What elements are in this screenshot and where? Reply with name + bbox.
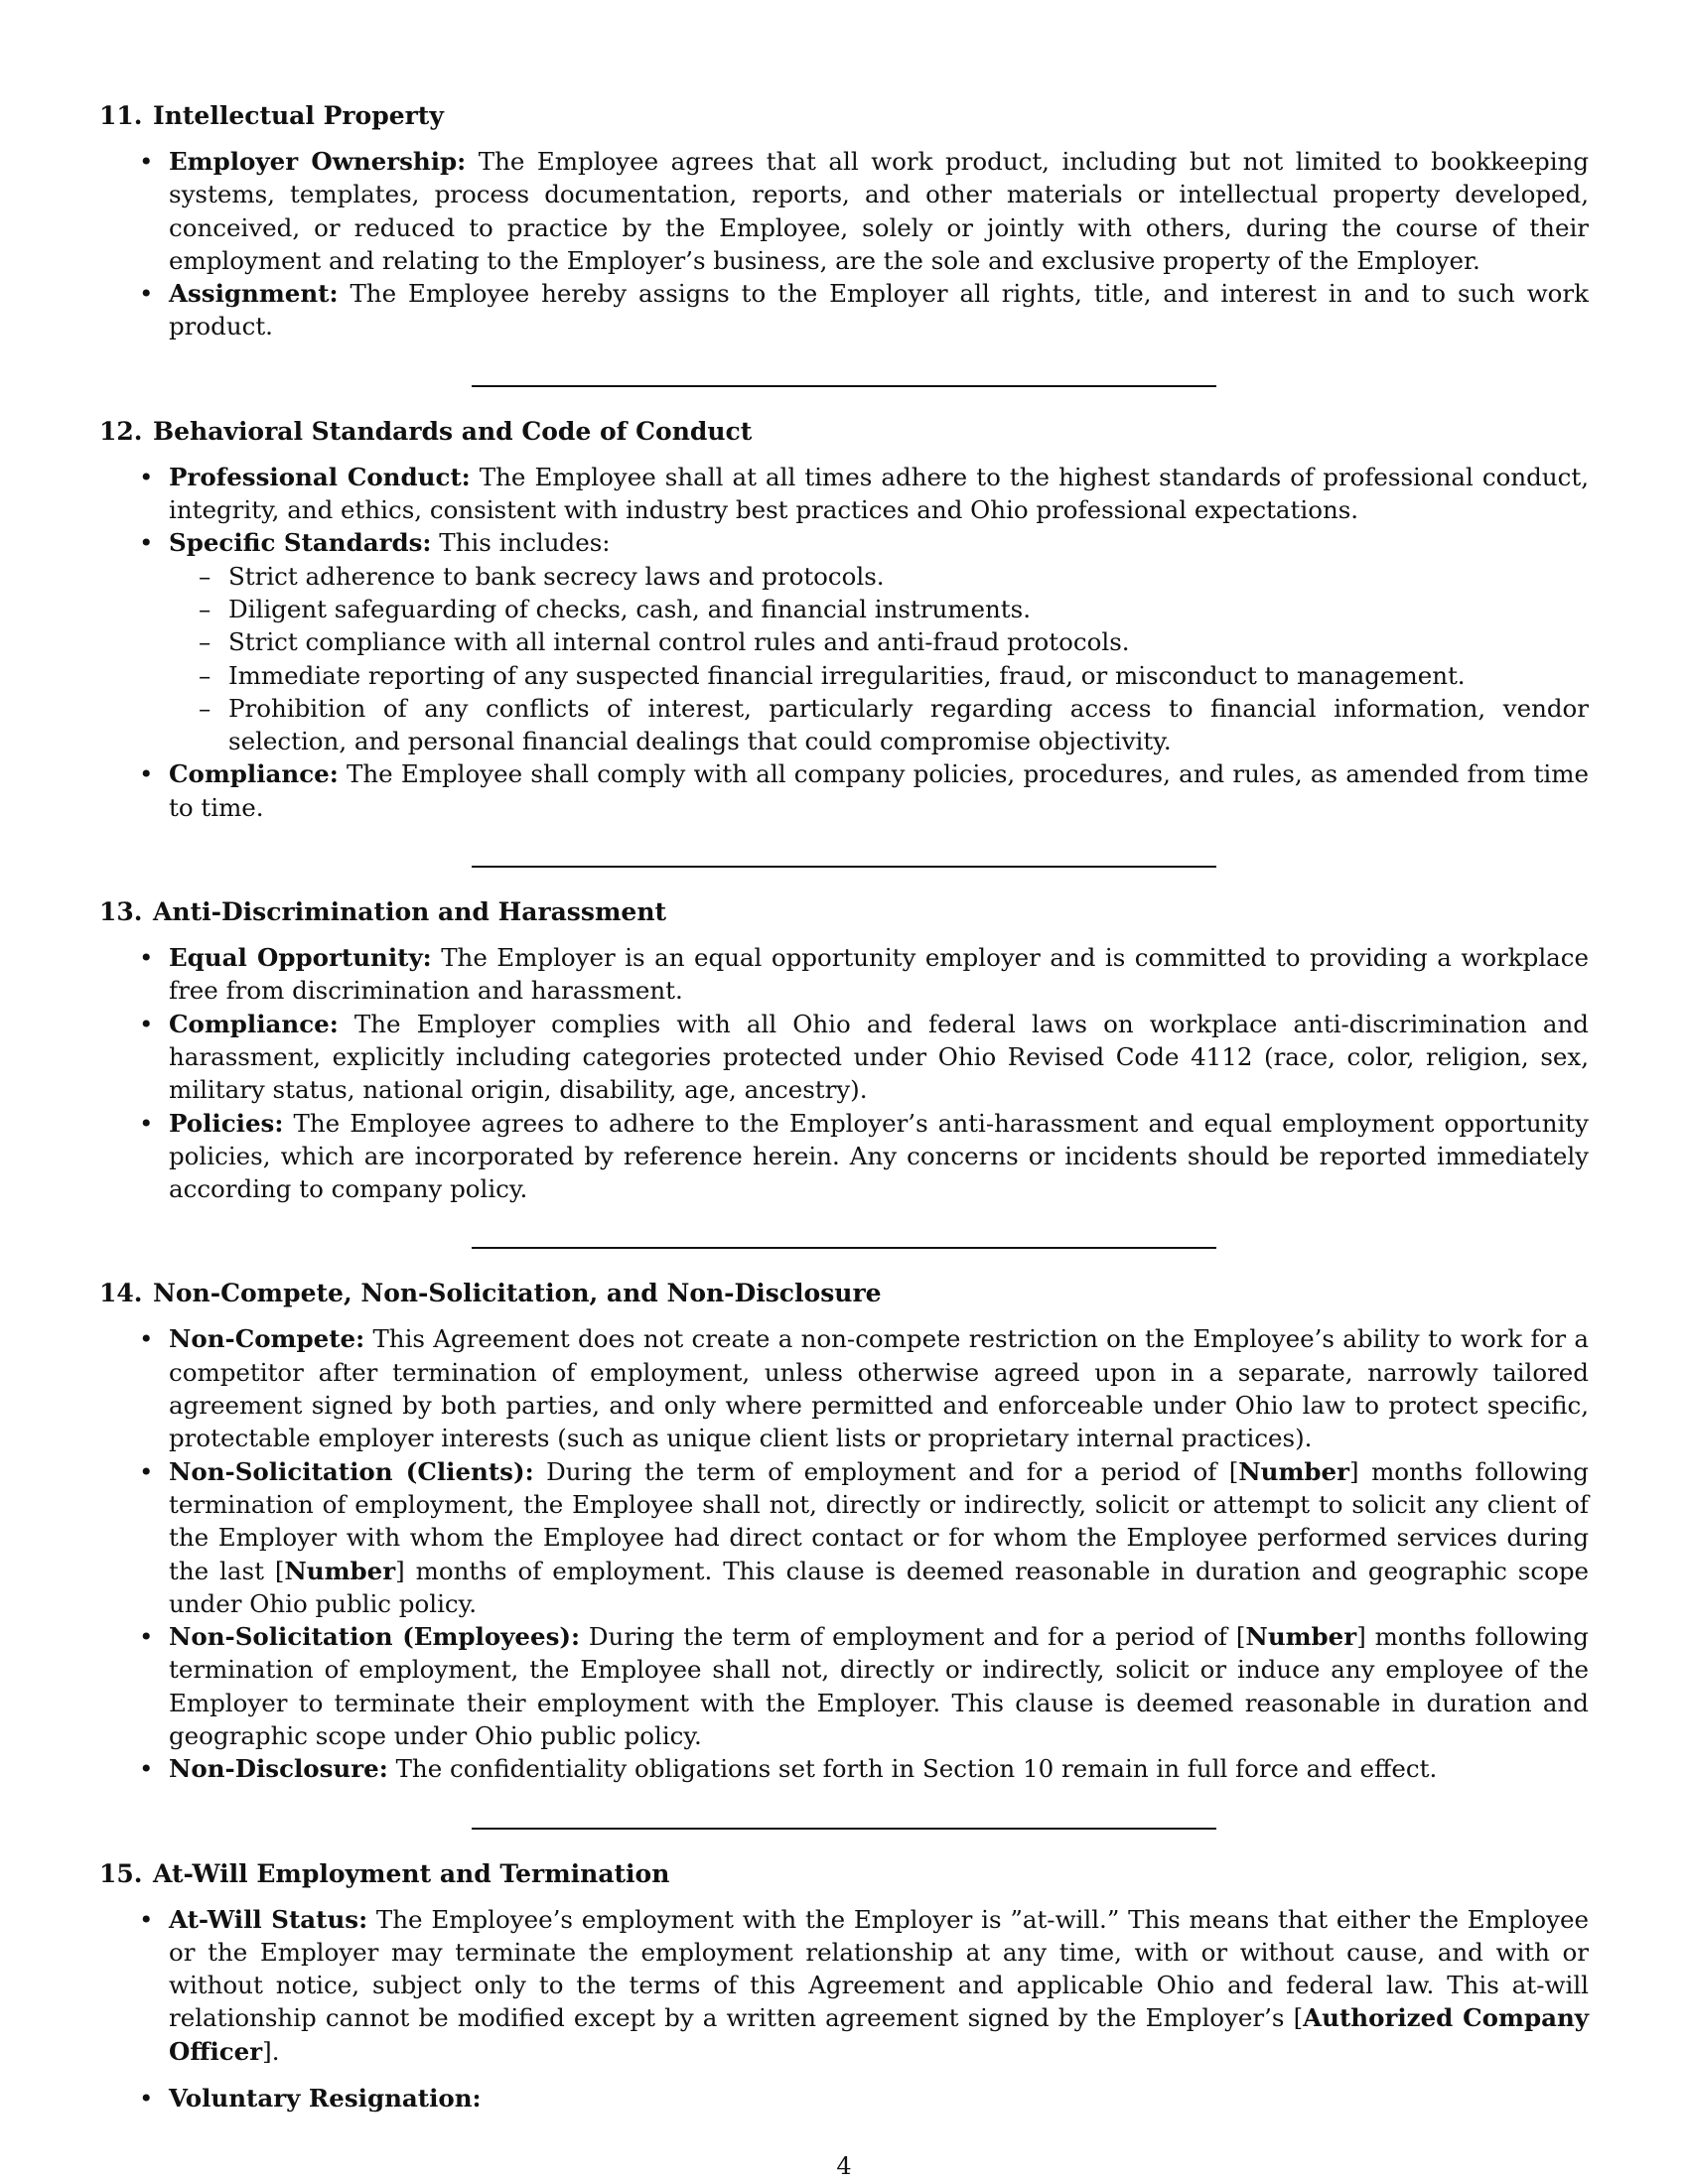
item-text: The Employee shall comply with all company policies, procedures, and rules, as amended from time to time. [169,759,1589,822]
section-divider [472,1828,1216,1830]
list-item [99,2082,1589,2115]
section-number: 11. [99,101,143,130]
list-item [99,1752,1589,1785]
item-lead: Voluntary Resignation: [169,2084,482,2114]
item-lead: Non-Disclosure: [169,1754,388,1784]
section-divider [472,866,1216,868]
section-heading [99,1277,1589,1310]
page-number: 4 [836,2152,852,2180]
item-lead: Non-Solicitation (Clients): [169,1456,534,1486]
item-text: During the term of employment and for a period of [ [580,1622,1246,1652]
item-text: The confidentiality obligations set forth in Section 10 remain in full force and effect. [387,1754,1438,1784]
section-13 [99,895,1589,1205]
item-lead: Equal Opportunity: [169,943,432,973]
item-text: This includes: [431,528,611,558]
list-item [99,277,1589,343]
sub-list-item: – Immediate reporting of any suspected financial irregularities, fraud, or misconduct to management. [169,659,1589,692]
item-lead: Specific Standards: [169,528,432,558]
document-page [99,99,1589,2115]
list-item [99,1903,1589,2068]
list-item [99,1620,1589,1752]
placeholder-number: Number [1245,1622,1357,1652]
section-title: Intellectual Property [153,101,444,130]
item-lead: Employer Ownership: [169,147,467,176]
item-lead: Non-Compete: [169,1324,365,1354]
bullet-list [99,461,1589,824]
bullet-list [99,941,1589,1205]
section-divider [472,1247,1216,1249]
section-title: Anti-Discrimination and Harassment [153,897,667,927]
list-item [99,1322,1589,1454]
item-text: The Employee’s employment with the Employer is ”at-will.” This means that either the Employee or the Employer may terminate the employment relationship at any time, with or without cause, and with or without notice, subject only to the terms of this Agreement and applicable Ohio and federal law. This at-will relationship cannot be modified except by a written agreement signed by the Employer’s [ [169,1904,1589,2033]
sub-list-item: – Strict compliance with all internal control rules and anti-fraud protocols. [169,625,1589,658]
item-lead: Policies: [169,1108,284,1138]
placeholder-number: Number [1238,1456,1350,1486]
item-text: The Employee hereby assigns to the Employer all rights, title, and interest in and to such work product. [169,279,1589,341]
bullet-list [99,1322,1589,1785]
sub-list-item: – Prohibition of any conflicts of interest, particularly regarding access to financial information, vendor selection, and personal financial dealings that could compromise objectivity. [169,692,1589,758]
item-text: ] months following termination of employment, the Employee shall not, directly or indirectly, solicit or induce any employee of the Employer to terminate their employment with the Employer. This clause is deemed reasonable in duration and geographic scope under Ohio public policy. [169,1622,1589,1750]
item-lead: Assignment: [169,279,339,309]
item-text: During the term of employment and for a period of [ [533,1456,1239,1486]
bullet-list [99,1903,1589,2116]
item-text: ]. [262,2036,280,2066]
item-text: ] months of employment. This clause is deemed reasonable in duration and geographic scope under Ohio public policy. [169,1556,1589,1618]
item-lead: Compliance: [169,1009,339,1038]
section-14 [99,1277,1589,1785]
section-number: 12. [99,416,143,446]
section-number: 15. [99,1858,143,1888]
section-heading [99,895,1589,929]
item-text: The Employer complies with all Ohio and federal laws on workplace anti-discrimination and harassment, explicitly including categories protected under Ohio Revised Code 4112 (race, color, religion, sex, military status, national origin, disability, age, ancestry). [169,1009,1589,1105]
section-heading [99,1857,1589,1891]
section-title: Behavioral Standards and Code of Conduct [153,416,753,446]
sub-list-item: – Diligent safeguarding of checks, cash, and financial instruments. [169,593,1589,625]
section-11 [99,99,1589,343]
section-heading [99,415,1589,449]
list-item [99,461,1589,527]
section-divider [472,385,1216,387]
sub-list-item: – Strict adherence to bank secrecy laws and protocols. [169,560,1589,593]
list-item [99,145,1589,277]
list-item [99,526,1589,757]
section-title: At-Will Employment and Termination [153,1858,670,1888]
list-item [99,1455,1589,1620]
placeholder-number: Number [284,1556,396,1585]
item-lead: Professional Conduct: [169,462,471,491]
item-text: The Employer is an equal opportunity employer and is committed to providing a workplace free from discrimination and harassment. [169,943,1589,1006]
list-item [99,1107,1589,1206]
bullet-list [99,145,1589,343]
item-text: ] months following termination of employment, the Employee shall not, directly or indirectly, solicit or attempt to solicit any client of the Employer with whom the Employee had direct contact or for whom the Employee performed services during the last [ [169,1456,1589,1585]
list-item [99,941,1589,1008]
item-text: The Employee agrees that all work product, including but not limited to bookkeeping systems, templates, process documentation, reports, and other materials or intellectual property developed, conceived, or reduced to practice by the Employee, solely or jointly with others, during the course of their employment and relating to the Employer’s business, are the sole and exclusive property of the Employer. [169,147,1589,275]
sub-list [169,560,1589,758]
item-lead: Compliance: [169,759,339,789]
section-12 [99,415,1589,824]
item-text: The Employee agrees to adhere to the Employer’s anti-harassment and equal employment opportunity policies, which are incorporated by reference herein. Any concerns or incidents should be reported immediately according to company policy. [169,1108,1589,1204]
item-text: This Agreement does not create a non-compete restriction on the Employee’s ability to work for a competitor after termination of employment, unless otherwise agreed upon in a separate, narrowly tailored agreement signed by both parties, and only where permitted and enforceable under Ohio law to protect specific, protectable employer interests (such as unique client lists or proprietary internal practices). [169,1324,1589,1453]
list-item [99,757,1589,824]
list-item [99,1008,1589,1107]
item-text: The Employee shall at all times adhere to the highest standards of professional conduct, integrity, and ethics, consistent with industry best practices and Ohio professional expectations. [169,462,1589,525]
item-lead: At-Will Status: [169,1904,368,1934]
section-number: 14. [99,1279,143,1308]
placeholder-officer: Authorized Company Officer [169,2003,1589,2066]
section-15 [99,1857,1589,2116]
item-lead: Non-Solicitation (Employees): [169,1622,581,1652]
section-title: Non-Compete, Non-Solicitation, and Non-Disclosure [153,1279,882,1308]
section-number: 13. [99,897,143,927]
section-heading [99,99,1589,133]
